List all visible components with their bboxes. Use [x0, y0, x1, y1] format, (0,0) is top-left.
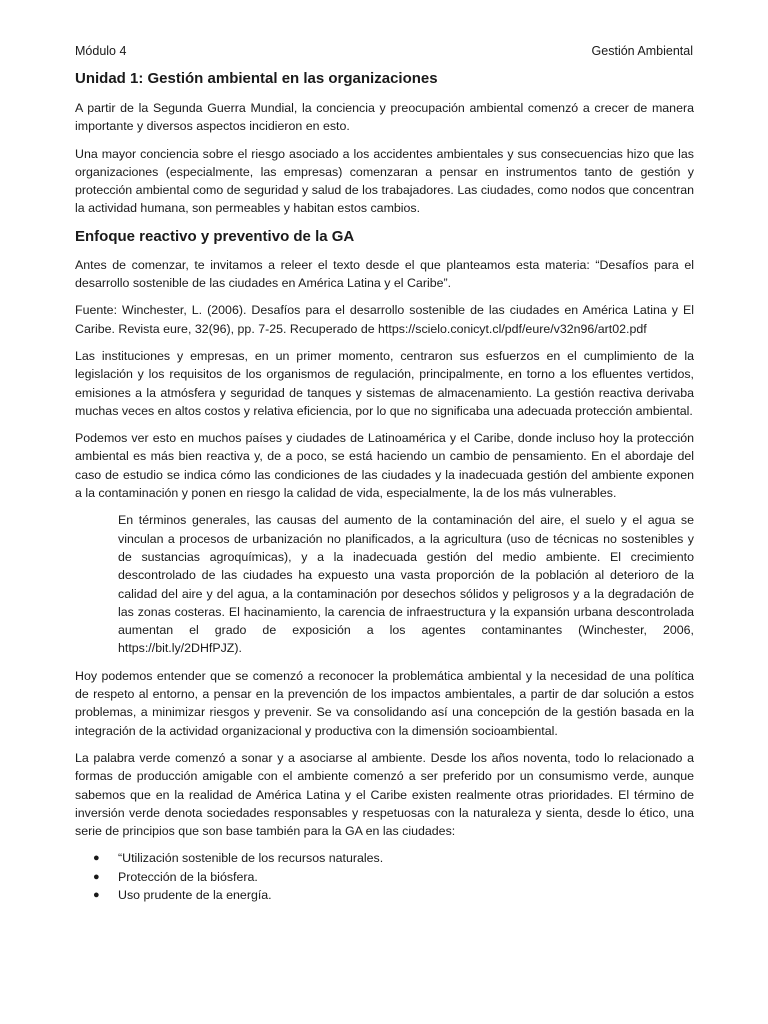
unit-title: Unidad 1: Gestión ambiental en las organizaciones	[75, 70, 438, 87]
list-item-text: Uso prudente de la energía.	[118, 887, 272, 902]
intro-paragraph: Una mayor conciencia sobre el riesgo asociado a los accidentes ambientales y sus consecuencias hizo que las organizaciones (especialmente, las empresas) comenzaran a pensar en instrumentos tanto de gestión y protección ambiental como de seguridad y salud de los trabajadores. Las ciudades, como nodos que concentran la actividad humana, son permeables y habitan estos cambios.	[75, 146, 694, 216]
list-item	[75, 886, 694, 904]
body-paragraph: La palabra verde comenzó a sonar y a asociarse al ambiente. Desde los años noventa, todo lo relacionado a formas de producción amigable con el ambiente comenzó a ser preferido por un consumismo verde, aunque sabemos que en la realidad de América Latina y el Caribe existen realmente otras prioridades. El término de inversión verde denota sociedades responsables y respetuosas con la naturaleza y sienta, desde lo ético, una serie de principios que son base también para la GA en las ciudades:	[75, 750, 694, 839]
bullet-icon: ●	[93, 870, 100, 883]
header-subject: Gestión Ambiental	[591, 44, 693, 58]
page-header	[75, 42, 694, 60]
list-item-text: Protección de la biósfera.	[118, 869, 258, 884]
list-item-text: “Utilización sostenible de los recursos naturales.	[118, 851, 384, 866]
list-item	[75, 868, 694, 886]
bullet-icon: ●	[93, 888, 100, 901]
block-quote: En términos generales, las causas del aumento de la contaminación del aire, el suelo y el agua se vinculan a procesos de urbanización no planificados, a la agricultura (uso de técnicas no sostenibles y de sustancias agroquímicas), y a la inadecuada gestión del medio ambiente. El crecimiento descontrolado de las ciudades ha expuesto una vasta proporción de la población al deterioro de la calidad del aire y del agua, a la contaminación por desechos sólidos y peligrosos y a la degradación de las zonas costeras. El hacinamiento, la carencia de infraestructura y la expansión urbana descontrolada aumentan el grado de exposición a los agentes contaminantes (Winchester, 2006, https://bit.ly/2DHfPJZ).	[118, 513, 694, 656]
bullet-icon: ●	[93, 852, 100, 865]
body-paragraph: Hoy podemos entender que se comenzó a reconocer la problemática ambiental y la necesidad de una política de respeto al entorno, a pensar en la prevención de los impactos ambientales, a partir de dar solución a estos problemas, a minimizar riesgos y prevenir. Se va consolidando así una concepción de la gestión basada en la integración de la actividad organizacional y productiva con la dimensión socioambiental.	[75, 668, 694, 738]
section-title: Enfoque reactivo y preventivo de la GA	[75, 227, 355, 245]
principles-list	[75, 849, 694, 904]
list-item	[75, 849, 694, 867]
section-paragraph: Las instituciones y empresas, en un primer momento, centraron sus esfuerzos en el cumplimiento de la legislación y los requisitos de los organismos de regulación, principalmente, en torno a los efluentes vertidos, emisiones a la atmósfera y seguridad de tanques y sistemas de almacenamiento. La gestión reactiva derivaba muchas veces en altos costos y relativa eficiencia, por lo que no significaba una adecuada protección ambiental.	[75, 348, 694, 418]
section-paragraph: Antes de comenzar, te invitamos a releer el texto desde el que planteamos esta materia: “Desafíos para el desarrollo sostenible de las ciudades en América Latina y el Caribe”.	[75, 257, 694, 291]
source-citation: Fuente: Winchester, L. (2006). Desafíos para el desarrollo sostenible de las ciudades en América Latina y El Caribe. Revista eure, 32(96), pp. 7-25. Recuperado de https://scielo.conicyt.cl/pdf/eure/v32n96/art02.pdf	[75, 303, 694, 336]
section-paragraph: Podemos ver esto en muchos países y ciudades de Latinoamérica y el Caribe, donde incluso hoy la protección ambiental es más bien reactiva y, de a poco, se está haciendo un cambio de pensamiento. En el abordaje del caso de estudio se indica cómo las condiciones de las ciudades y la inadecuada gestión del ambiente exponen a la contaminación y ponen en riesgo la calidad de vida, especialmente, la de los más vulnerables.	[75, 431, 694, 501]
header-module: Módulo 4	[75, 44, 127, 58]
intro-paragraph: A partir de la Segunda Guerra Mundial, la conciencia y preocupación ambiental comenzó a crecer de manera importante y diversos aspectos incidieron en esto.	[75, 101, 694, 134]
document-page	[75, 42, 694, 904]
